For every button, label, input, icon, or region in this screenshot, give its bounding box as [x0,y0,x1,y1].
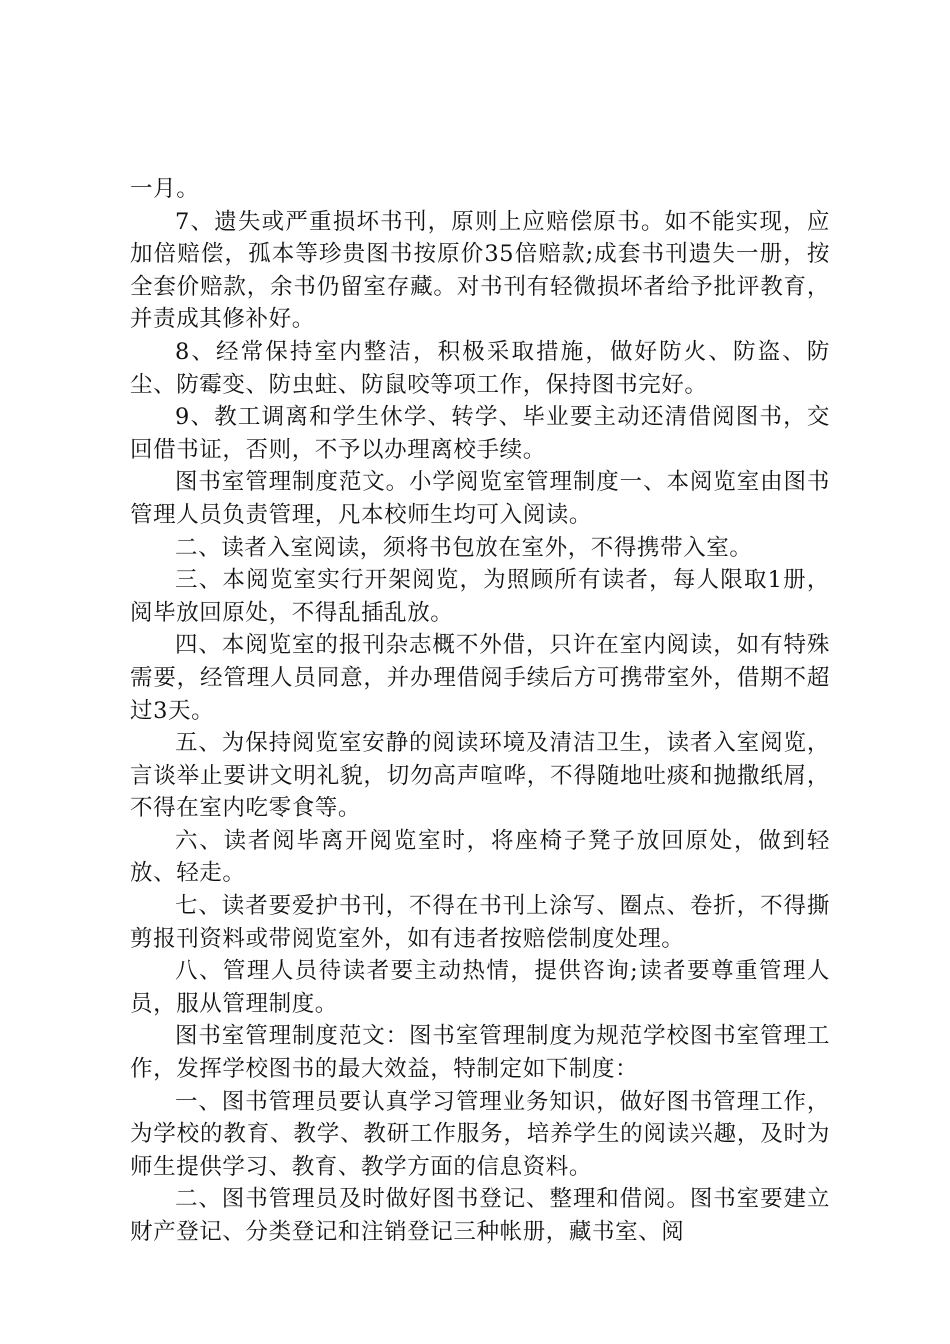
paragraph-reading-room-intro: 图书室管理制度范文。小学阅览室管理制度一、本阅览室由图书管理人员负责管理，凡本校师生均可入阅读。 [130,469,830,528]
paragraph-rule-8: 8、经常保持室内整洁，积极采取措施，做好防火、防盗、防尘、防霉变、防虫蛀、防鼠咬等项工作，保持图书完好。 [130,338,830,398]
paragraph-rule-7: 7、遗失或严重损坏书刊，原则上应赔偿原书。如不能实现，应加倍赔偿，孤本等珍贵图书按原价35倍赔款;成套书刊遗失一册，按全套价赔款，余书仍留室存藏。对书刊有轻微损坏者给予批评教育，并责成其修补好。 [130,208,830,333]
paragraph-reading-room-6: 六、读者阅毕离开阅览室时，将座椅子凳子放回原处，做到轻放、轻走。 [130,827,830,887]
paragraph-reading-room-3: 三、本阅览室实行开架阅览，为照顾所有读者，每人限取1册，阅毕放回原处，不得乱插乱放。 [130,567,830,626]
paragraph-reading-room-2: 二、读者入室阅读，须将书包放在室外，不得携带入室。 [175,534,753,561]
document-body [130,173,830,1249]
paragraph-library-1: 一、图书管理员要认真学习管理业务知识，做好图书管理工作，为学校的教育、教学、教研工作服务，培养学生的阅读兴趣，及时为师生提供学习、教育、教学方面的信息资料。 [130,1088,830,1180]
paragraph-library-2: 二、图书管理员及时做好图书登记、整理和借阅。图书室要建立财产登记、分类登记和注销登记三种帐册，藏书室、阅 [130,1186,830,1245]
paragraph-continuation: 一月。 [130,176,200,202]
paragraph-reading-room-8: 八、管理人员待读者要主动热情，提供咨询;读者要尊重管理人员，服从管理制度。 [130,958,830,1017]
paragraph-library-intro: 图书室管理制度范文：图书室管理制度为规范学校图书室管理工作，发挥学校图书的最大效益，特制定如下制度： [130,1023,830,1083]
paragraph-reading-room-4: 四、本阅览室的报刊杂志概不外借，只许在室内阅读，如有特殊需要，经管理人员同意，并办理借阅手续后方可携带室外，借期不超过3天。 [130,632,830,724]
paragraph-reading-room-7: 七、读者要爱护书刊，不得在书刊上涂写、圈点、卷折，不得撕剪报刊资料或带阅览室外，如有违者按赔偿制度处理。 [130,893,830,952]
paragraph-rule-9: 9、教工调离和学生休学、转学、毕业要主动还清借阅图书，交回借书证，否则，不予以办理离校手续。 [130,404,830,463]
paragraph-reading-room-5: 五、为保持阅览室安静的阅读环境及清洁卫生，读者入室阅览，言谈举止要讲文明礼貌，切勿高声喧哗，不得随地吐痰和抛撒纸屑，不得在室内吃零食等。 [130,730,830,822]
